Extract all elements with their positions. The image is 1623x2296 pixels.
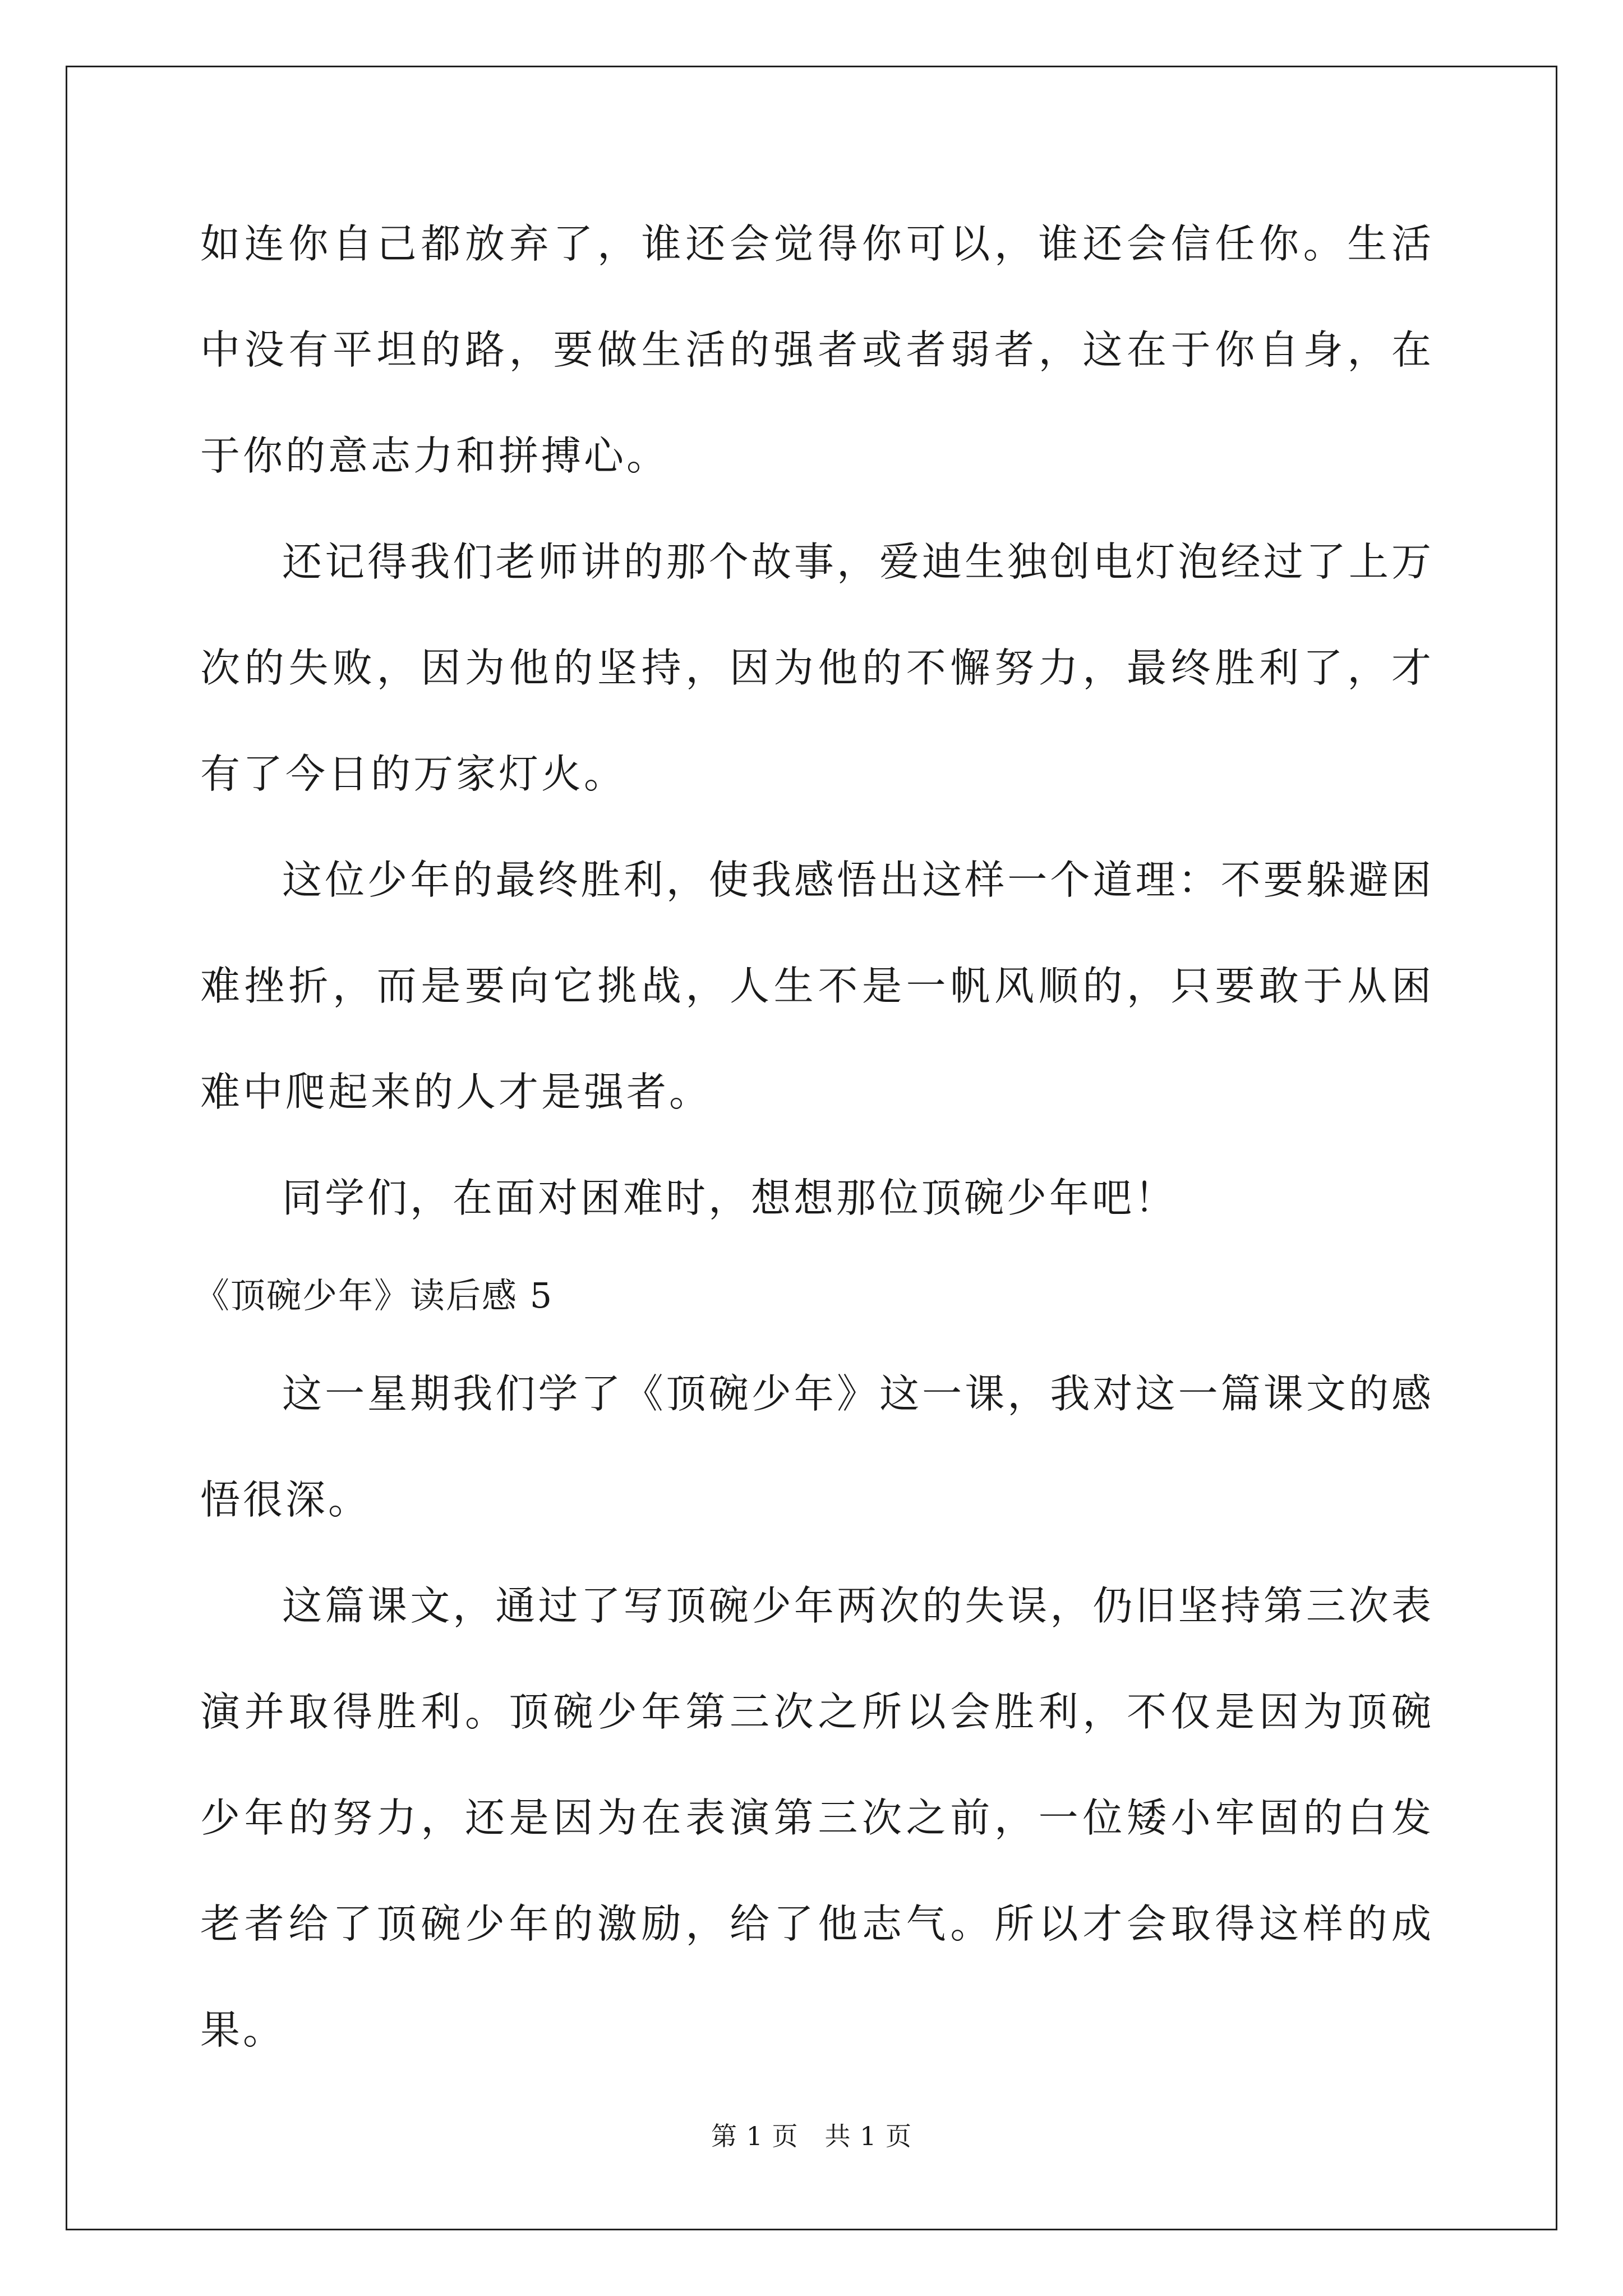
paragraph: 这篇课文，通过了写顶碗少年两次的失误，仍旧坚持第三次表演并取得胜利。顶碗少年第三次之所以会胜利，不仅是因为顶碗少年的努力，还是因为在表演第三次之前，一位矮小牢固的白发老者给了顶碗少年的激励，给了他志气。所以才会取得这样的成果。 bbox=[200, 1582, 1434, 2053]
document-body bbox=[195, 191, 1434, 2083]
paragraph: 这位少年的最终胜利，使我感悟出这样一个道理：不要躲避困难挫折，而是要向它挑战，人生不是一帆风顺的，只要敢于从困难中爬起来的人才是强者。 bbox=[200, 857, 1434, 1115]
paragraph: 这一星期我们学了《顶碗少年》这一课，我对这一篇课文的感悟很深。 bbox=[200, 1370, 1434, 1523]
paragraph: 同学们，在面对困难时，想想那位顶碗少年吧！ bbox=[282, 1175, 1178, 1221]
section-heading: 《顶碗少年》读后感 5 bbox=[195, 1275, 554, 1316]
paragraph: 如连你自己都放弃了，谁还会觉得你可以，谁还会信任你。生活中没有平坦的路，要做生活的强者或者弱者，这在于你自身，在于你的意志力和拼搏心。 bbox=[200, 220, 1434, 479]
paragraph: 还记得我们老师讲的那个故事，爱迪生独创电灯泡经过了上万次的失败，因为他的坚持，因为他的不懈努力，最终胜利了，才有了今日的万家灯火。 bbox=[200, 539, 1434, 797]
page-footer: 第 1 页 共 1 页 bbox=[711, 2121, 912, 2151]
